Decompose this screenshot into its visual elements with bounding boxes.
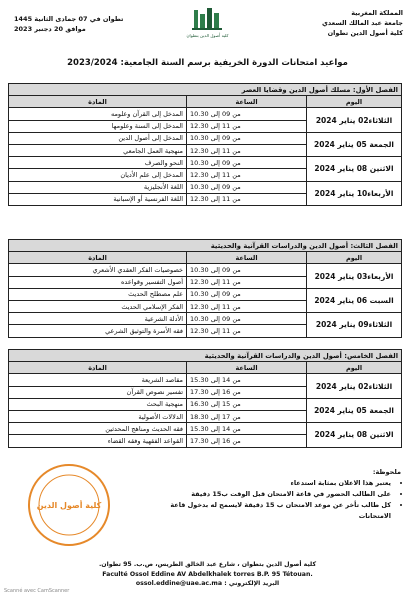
column-header-subject: المادة [9,362,187,374]
exam-subject: فقه الحديث ومناهج المحدثين [9,423,187,435]
exam-subject: اللغة الفرنسية أو الإسبانية [9,193,187,205]
page-title: مواعيد امتحانات الدورة الخريفية برسم السنة الجامعية: 2023/2024 [67,58,348,68]
exam-time: من 16 إلى 17.30 [187,435,307,447]
header-kingdom: المملكة المغربية [351,9,403,17]
exam-subject: خصوصيات الفكر العقدي الأشعري [9,264,187,276]
exam-day: الثلاثاء02 يناير 2024 [307,108,402,132]
exam-time: من 11 إلى 12.30 [187,169,307,181]
schedule-table [8,239,402,338]
footer-address-fr: Faculté Ossol Eddine AV Abdelkhalek torres B.P. 95 Tétouan. [102,570,313,578]
table-row [9,108,402,120]
exam-day: الجمعة 05 يناير 2024 [307,398,402,422]
page-footer [0,560,415,589]
column-header-day: اليوم [307,362,402,374]
exam-subject: المدخل إلى علم الأديان [9,169,187,181]
exam-subject: اللغة الأنجليزية [9,181,187,193]
logo-caption: كلية أصول الدين بتطوان [186,33,229,38]
section-title: الفصل الخامس: أصول الدين والدراسات القرآنية والحديثية [9,350,402,362]
exam-day: الجمعة 05 يناير 2024 [307,132,402,156]
exam-time: من 09 إلى 10.30 [187,108,307,120]
exam-time: من 14 إلى 15.30 [187,374,307,386]
column-header-day: اليوم [307,96,402,108]
exam-subject: القواعد الفقهية وفقه القضاء [9,435,187,447]
header-gregorian-date: موافق 20 دجنبر 2023 [14,25,86,33]
exam-time: من 09 إلى 10.30 [187,264,307,276]
exam-subject: مقاصد الشريعة [9,374,187,386]
stamp-text: كلية أصول الدين [36,501,102,510]
scanner-watermark: Scanné avec CamScanner [4,588,70,594]
column-header-subject: المادة [9,252,187,264]
footer-address-ar: كلية أصول الدين بتطوان ، شارع عبد الخالق الطريس، ص.ب. 95 تطوان. [98,561,317,568]
exam-time: من 11 إلى 12.30 [187,325,307,337]
table-row [9,313,402,325]
faculty-logo [180,6,235,42]
exam-subject: أصول التفسير وقواعده [9,276,187,288]
header-institution [253,8,403,38]
column-header-time: الساعة [187,362,307,374]
exam-day: الثلاثاء02 يناير 2024 [307,374,402,398]
schedule-table [8,83,402,206]
exam-time: من 09 إلى 10.30 [187,313,307,325]
official-stamp [26,462,112,548]
notes-block [151,467,401,522]
exam-subject: الأدلة الشرعية [9,313,187,325]
exam-time: من 16 إلى 17.30 [187,386,307,398]
column-header-subject: المادة [9,96,187,108]
exam-subject: الدلالات الأصولية [9,410,187,422]
exam-time: من 15 إلى 16.30 [187,398,307,410]
exam-subject: المدخل إلى القرآن وعلومه [9,108,187,120]
exam-subject: منهجية العمل الجامعي [9,144,187,156]
section-title: الفصل الأول: مسلك أصول الدين وقضايا العصر [9,84,402,96]
exam-subject: الفكر الإسلامي الحديث [9,300,187,312]
note-item: • على الطالب الحضور في قاعة الامتحان قبل الوقت ب15 دقيقة [151,489,391,500]
table-row [9,264,402,276]
exam-time: من 11 إلى 12.30 [187,193,307,205]
exam-day: الأربعاء03 يناير 2024 [307,264,402,288]
notes-heading: ملحوظة: [372,468,401,476]
exam-time: من 14 إلى 15.30 [187,423,307,435]
exam-time: من 09 إلى 10.30 [187,181,307,193]
exam-time: من 09 إلى 10.30 [187,132,307,144]
header-date [14,14,144,34]
exam-subject: المدخل إلى السنة وعلومها [9,120,187,132]
exam-day: الثلاثاء09 يناير 2024 [307,313,402,337]
header-faculty: كلية أصول الدين تطوان [327,29,403,37]
table-row [9,157,402,169]
exam-time: من 11 إلى 12.30 [187,144,307,156]
header-hijri-date: تطوان في 07 جمادى الثانية 1445 [14,15,124,23]
exam-day: الأربعاء10 يناير 2024 [307,181,402,205]
table-row [9,132,402,144]
exam-subject: تفسير نصوص القرآن [9,386,187,398]
column-header-day: اليوم [307,252,402,264]
exam-time: من 11 إلى 12.30 [187,120,307,132]
exam-subject: المدخل إلى أصول الدين [9,132,187,144]
exam-subject: فقه الأسرة والتوثيق الشرعي [9,325,187,337]
exam-day: الاثنين 08 يناير 2024 [307,157,402,181]
table-row [9,423,402,435]
table-row [9,181,402,193]
column-header-time: الساعة [187,252,307,264]
footer-email: البريد الإلكتروني : ossol.eddine@uae.ac.ma [135,580,280,587]
exam-day: الاثنين 08 يناير 2024 [307,423,402,447]
column-header-time: الساعة [187,96,307,108]
table-row [9,288,402,300]
header-university: جامعة عبد المالك السعدي [321,19,403,27]
table-row [9,374,402,386]
exam-time: من 09 إلى 10.30 [187,157,307,169]
exam-time: من 09 إلى 10.30 [187,288,307,300]
exam-subject: علم مصطلح الحديث [9,288,187,300]
table-row [9,398,402,410]
exam-subject: منهجية البحث [9,398,187,410]
schedule-table [8,349,402,448]
exam-time: من 11 إلى 12.30 [187,300,307,312]
note-item: • كل طالب تأخر عن موعد الامتحان ب 15 دقيقة لايسمح له بدخول قاعة الامتحانات [151,500,391,522]
exam-time: من 17 إلى 18.30 [187,410,307,422]
exam-subject: النحو والصرف [9,157,187,169]
note-item: • يعتبر هذا الاعلان بمثابة استدعاء [151,478,391,489]
section-title: الفصل الثالث: أصول الدين والدراسات القرآنية والحديثية [9,240,402,252]
exam-time: من 11 إلى 12.30 [187,276,307,288]
exam-day: السبت 06 يناير 2024 [307,288,402,312]
